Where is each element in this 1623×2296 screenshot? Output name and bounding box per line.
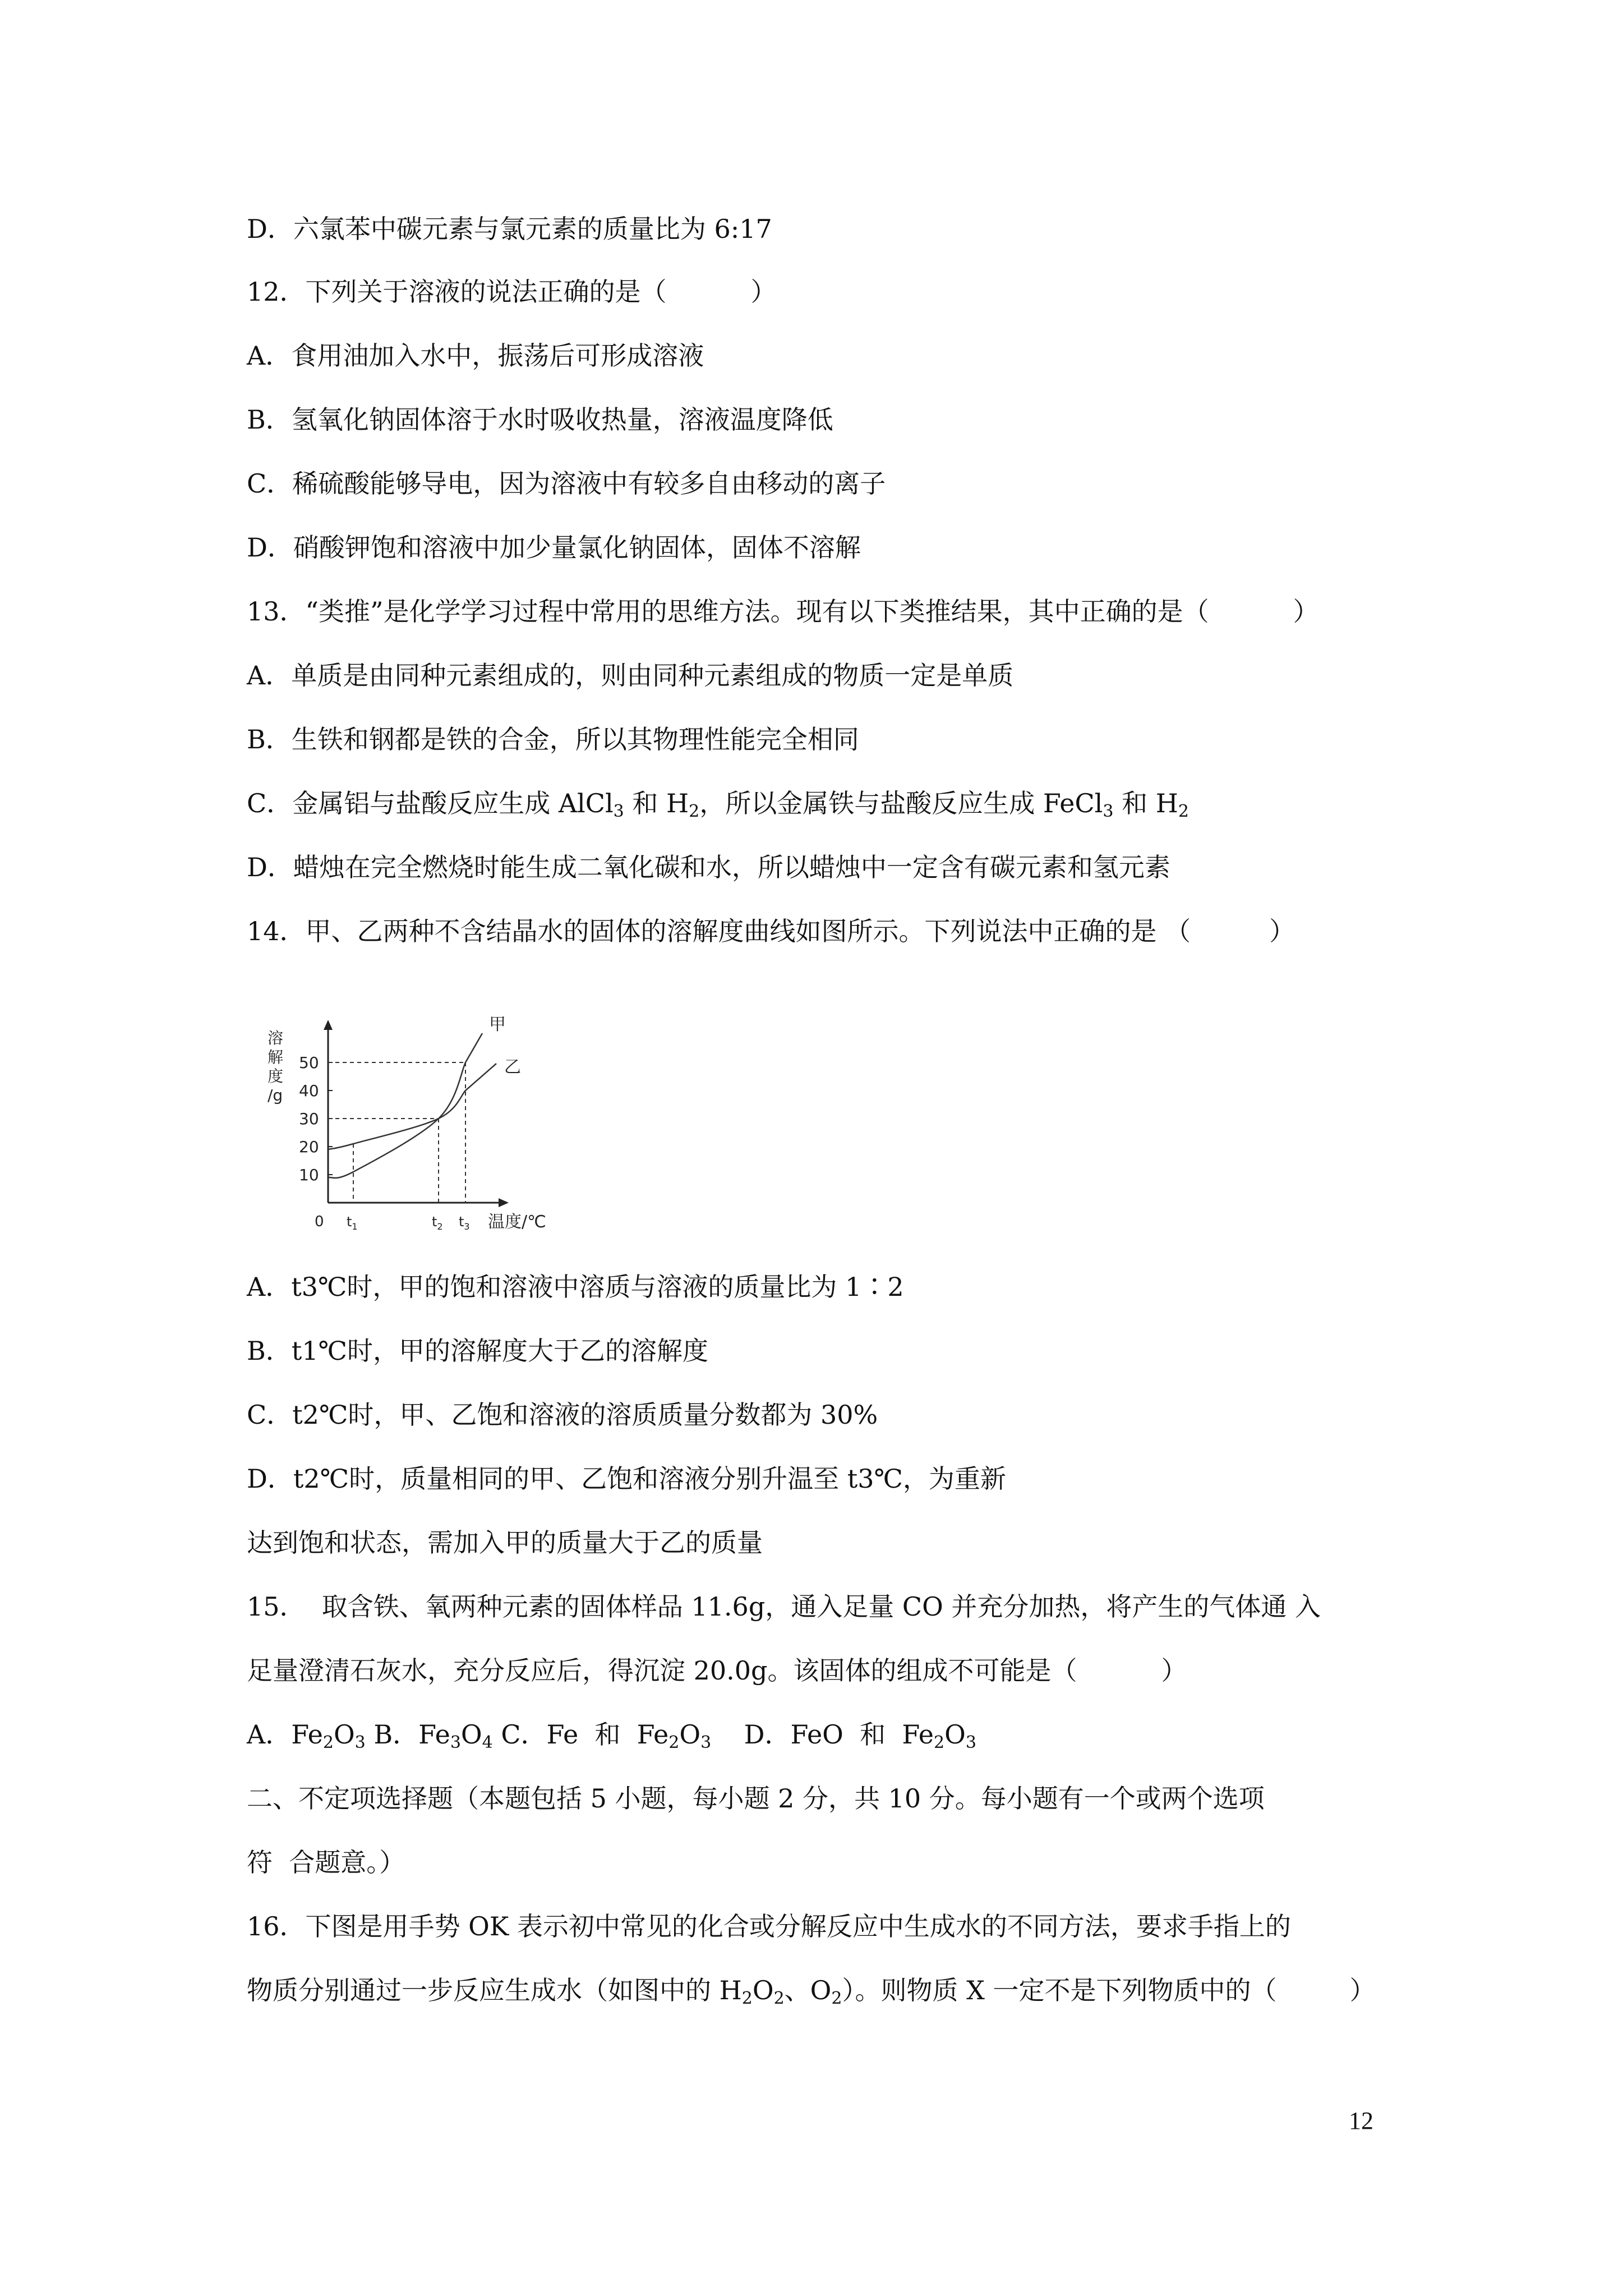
option-13c: C．金属铝与盐酸反应生成 AlCl$_3$ 和 $H_2$，所以金属铁与盐酸反应生成 FeCl$_3$ 和 $H_2$ xyxy=(247,788,1189,821)
y-axis-label-char-1: 溶 xyxy=(268,1029,284,1047)
y-axis-label-char-4: /g xyxy=(268,1086,283,1105)
question-13-bracket: ） xyxy=(1293,596,1319,627)
y-tick-label: 50 xyxy=(299,1053,319,1072)
y-tick-label: 30 xyxy=(299,1110,319,1128)
section-2-heading-cont: 符 合题意。） xyxy=(247,1847,405,1878)
y-axis-label xyxy=(268,1029,283,1105)
question-12 xyxy=(247,275,777,309)
y-tick-label: 40 xyxy=(299,1082,319,1100)
option-14b: B．t1℃时，甲的溶解度大于乙的溶解度 xyxy=(247,1336,709,1366)
curve-yi xyxy=(328,1064,496,1149)
question-14 xyxy=(247,914,1295,948)
x-axis-arrow xyxy=(499,1198,509,1207)
question-15: 15． 取含铁、氧两种元素的固体样品 11.6g，通入足量 CO 并充分加热，将产生的气体通 入 xyxy=(247,1591,1321,1622)
question-15-cont xyxy=(247,1654,1187,1687)
question-15-text: 足量澄清石灰水，充分反应后，得沉淀 20.0g。该固体的组成不可能是（ xyxy=(247,1655,1077,1686)
y-axis-label-char-2: 解 xyxy=(268,1048,284,1066)
option-12a: A．食用油加入水中，振荡后可形成溶液 xyxy=(247,341,704,371)
option-13b: B．生铁和钢都是铁的合金，所以其物理性能完全相同 xyxy=(247,724,859,754)
question-16-cont: 物质分别通过一步反应生成水（如图中的 $H_2O_2$、$O_2$）。则物质 X 一定不是下列物质中的（ ） xyxy=(247,1975,1376,2008)
question-16-bracket: ） xyxy=(1349,1975,1376,2005)
x-tick-label: $t_1$ xyxy=(347,1214,358,1232)
question-14-text: 14．甲、乙两种不含结晶水的固体的溶解度曲线如图所示。下列说法中正确的是 （ xyxy=(247,916,1191,946)
series-label-yi: 乙 xyxy=(504,1057,521,1077)
question-12-bracket: ） xyxy=(750,277,777,307)
series-label-jia: 甲 xyxy=(489,1015,506,1034)
curve-jia xyxy=(328,1033,482,1178)
x-axis-label: 温度/℃ xyxy=(488,1212,546,1232)
page-number: 12 xyxy=(1349,2107,1373,2134)
option-13a: A．单质是由同种元素组成的，则由同种元素组成的物质一定是单质 xyxy=(247,660,1014,691)
option-12c: C．稀硫酸能够导电，因为溶液中有较多自由移动的离子 xyxy=(247,468,886,499)
x-tick-label: $t_3$ xyxy=(459,1214,470,1232)
option-14d: D．t2℃时，质量相同的甲、乙饱和溶液分别升温至 t3℃，为重新 xyxy=(247,1464,1006,1494)
option-13d: D．蜡烛在完全燃烧时能生成二氧化碳和水，所以蜡烛中一定含有碳元素和氢元素 xyxy=(247,852,1170,882)
question-13-text: 13．“类推”是化学学习过程中常用的思维方法。现有以下类推结果，其中正确的是（ xyxy=(247,596,1209,627)
solubility-curve-chart xyxy=(266,1004,569,1245)
option-12b: B．氢氧化钠固体溶于水时吸收热量，溶液温度降低 xyxy=(247,404,833,435)
options-15: A．$Fe_2O_3$ B．$Fe_3O_4$ C．Fe 和 $Fe_2O_3$ D．FeO 和 $Fe_2O_3$ xyxy=(247,1719,976,1752)
option-14c: C．t2℃时，甲、乙饱和溶液的溶质质量分数都为 30% xyxy=(247,1400,878,1430)
y-tick-label: 20 xyxy=(299,1138,319,1156)
question-12-text: 12．下列关于溶液的说法正确的是（ xyxy=(247,277,667,307)
option-12d: D．硝酸钾饱和溶液中加少量氯化钠固体，固体不溶解 xyxy=(247,532,861,563)
line-q11d: D．六氯苯中碳元素与氯元素的质量比为 6:17 xyxy=(247,214,772,244)
question-13 xyxy=(247,595,1319,628)
y-axis-label-char-3: 度 xyxy=(268,1067,284,1085)
y-tick-label: 10 xyxy=(299,1166,319,1184)
option-14a: A．t3℃时，甲的饱和溶液中溶质与溶液的质量比为 1∶2 xyxy=(247,1272,904,1302)
y-axis-arrow xyxy=(324,1020,333,1030)
question-16: 16．下图是用手势 OK 表示初中常见的化合或分解反应中生成水的不同方法，要求手指上的 xyxy=(247,1911,1291,1941)
question-15-bracket: ） xyxy=(1161,1655,1187,1686)
option-14d-cont: 达到饱和状态，需加入甲的质量大于乙的质量 xyxy=(247,1527,763,1558)
x-tick-label: $t_2$ xyxy=(432,1214,443,1232)
question-14-bracket: ） xyxy=(1269,916,1295,946)
origin-label: 0 xyxy=(315,1213,324,1230)
section-2-heading: 二、不定项选择题（本题包括 5 小题，每小题 2 分，共 10 分。每小题有一个或两个选项 xyxy=(247,1783,1265,1814)
